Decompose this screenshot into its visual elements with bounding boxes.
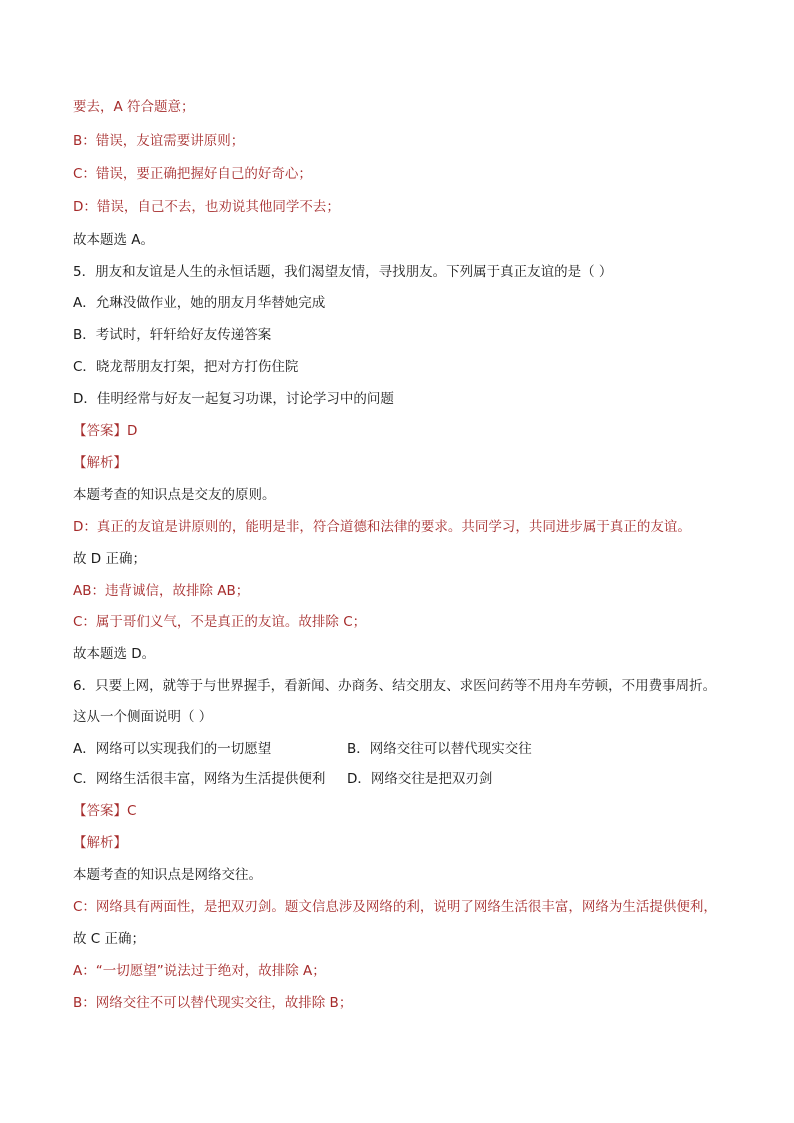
analysis-line: AB：违背诚信，故排除 AB； [73,583,250,599]
analysis-line: 故 C 正确； [73,931,146,947]
analysis-line: B：错误，友谊需要讲原则； [73,133,245,149]
question-6-option-a: A．网络可以实现我们的一切愿望 [73,741,272,757]
analysis-line: 本题考查的知识点是网络交往。 [73,867,262,883]
question-5-option-a: A．允琳没做作业，她的朋友月华替她完成 [73,295,326,311]
analysis-line: 本题考查的知识点是交友的原则。 [73,487,276,503]
conclusion-line: 故本题选 D。 [73,646,156,662]
analysis-line: B：网络交往不可以替代现实交往，故排除 B； [73,995,353,1011]
question-5-answer: 【答案】D [73,423,138,439]
question-5-analysis-heading: 【解析】 [73,455,127,471]
question-6-stem-continued: 这从一个侧面说明（ ） [73,709,213,725]
analysis-line: D：错误，自己不去，也劝说其他同学不去； [73,199,340,215]
analysis-line: C：属于哥们义气，不是真正的友谊。故排除 C； [73,614,367,630]
analysis-line: 要去，A 符合题意； [73,99,195,115]
question-5-option-b: B．考试时，轩轩给好友传递答案 [73,327,272,343]
analysis-line: C：错误，要正确把握好自己的好奇心； [73,166,312,182]
analysis-line: D：真正的友谊是讲原则的，能明是非，符合道德和法律的要求。共同学习，共同进步属于真正的友谊。 [73,519,691,535]
question-6-option-c: C．网络生活很丰富，网络为生活提供便利 [73,771,326,787]
analysis-line: C：网络具有两面性，是把双刃剑。题文信息涉及网络的利，说明了网络生活很丰富，网络为生活提供便利， [73,899,717,915]
question-6-stem: 6．只要上网，就等于与世界握手，看新闻、办商务、结交朋友、求医问药等不用舟车劳顿，不用费事周折。 [73,678,717,694]
question-6-answer: 【答案】C [73,803,137,819]
question-5-option-d: D．佳明经常与好友一起复习功课，讨论学习中的问题 [73,391,394,407]
conclusion-line: 故本题选 A。 [73,232,155,248]
analysis-line: A：“一切愿望”说法过于绝对，故排除 A； [73,963,326,979]
analysis-line: 故 D 正确； [73,551,146,567]
question-6-option-b: B．网络交往可以替代现实交往 [347,741,532,757]
question-6-option-d: D．网络交往是把双刃剑 [347,771,493,787]
question-5-stem: 5．朋友和友谊是人生的永恒话题，我们渴望友情，寻找朋友。下列属于真正友谊的是（ ） [73,264,613,280]
question-5-option-c: C．晓龙帮朋友打架，把对方打伤住院 [73,359,299,375]
question-6-analysis-heading: 【解析】 [73,835,127,851]
